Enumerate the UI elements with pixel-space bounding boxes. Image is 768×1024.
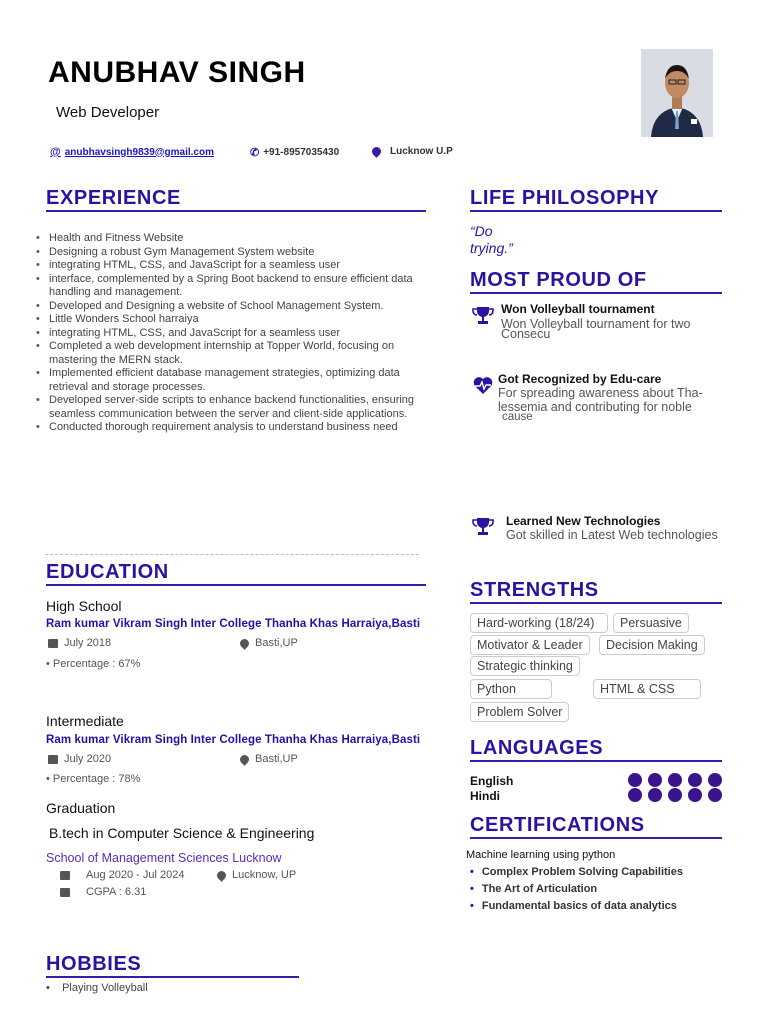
calendar-icon (60, 888, 70, 897)
proud-item-desc: For spreading awareness about Tha- lessemia and contributing for noble cause (498, 386, 703, 423)
phone-text: +91-8957035430 (263, 147, 340, 158)
location-text: Lucknow U.P (390, 146, 453, 157)
proud-item-title: Got Recognized by Edu-care (498, 372, 662, 386)
education-heading: EDUCATION (46, 560, 426, 586)
intermediate-date: July 2020 (48, 753, 111, 765)
strength-tag: Problem Solver (470, 702, 569, 722)
language-name: English (470, 774, 514, 788)
graduation-date: Aug 2020 - Jul 2024 (60, 869, 184, 881)
most-proud-heading: MOST PROUD OF (470, 268, 722, 294)
strength-tag: Python (470, 679, 552, 699)
trophy-icon (472, 516, 494, 538)
email-text[interactable]: anubhavsingh9839@gmail.com (64, 146, 214, 158)
intermediate-school-name: Ram kumar Vikram Singh Inter College Thanha Khas Harraiya,Basti (46, 734, 421, 746)
strength-tag: HTML & CSS (593, 679, 701, 699)
language-name: Hindi (470, 789, 500, 803)
proficiency-dot (628, 788, 642, 802)
section-divider (45, 554, 419, 555)
experience-item: • integrating HTML, CSS, and JavaScript for a seamless user (36, 259, 426, 273)
intermediate-place: Basti,UP (240, 753, 298, 765)
proficiency-dot (648, 773, 662, 787)
language-level (628, 788, 722, 802)
candidate-name: ANUBHAV SINGH (48, 56, 306, 89)
graduation-degree: B.tech in Computer Science & Engineering (49, 825, 315, 841)
proficiency-dot (688, 788, 702, 802)
strengths-heading: STRENGTHS (470, 578, 722, 604)
graduation-cgpa: CGPA : 6.31 (60, 886, 146, 898)
high-school-place: Basti,UP (240, 637, 298, 649)
calendar-icon (48, 639, 58, 648)
proficiency-dot (628, 773, 642, 787)
proficiency-dot (648, 788, 662, 802)
phone-contact (250, 146, 339, 159)
experience-item: • interface, complemented by a Spring Boot backend to ensure efficient data handling and management. (36, 273, 426, 300)
experience-item: • Developed and Designing a website of School Management System. (36, 300, 426, 314)
hobbies-heading: HOBBIES (46, 952, 299, 978)
proud-item-title: Learned New Technologies (506, 514, 661, 528)
experience-item: • Implemented efficient database management strategies, optimizing data retrieval and storage processes. (36, 367, 426, 394)
experience-item: • Little Wonders School harraiya (36, 313, 426, 327)
high-school-date: July 2018 (48, 637, 111, 649)
experience-item: • Completed a web development internship at Topper World, focusing on mastering the MERN stack. (36, 340, 426, 367)
proud-item-title: Won Volleyball tournament (501, 302, 655, 316)
phone-icon: ✆ (250, 147, 260, 159)
languages-heading: LANGUAGES (470, 736, 722, 762)
certification-item: • The Art of Articulation (470, 883, 598, 895)
proficiency-dot (688, 773, 702, 787)
philosophy-quote: “Do trying.” (470, 223, 513, 256)
high-school-title: High School (46, 598, 122, 614)
strength-tag: Motivator & Leader (470, 635, 590, 655)
certifications-heading: CERTIFICATIONS (470, 813, 722, 839)
heartbeat-icon (472, 374, 494, 396)
intermediate-title: Intermediate (46, 713, 124, 729)
graduation-school-name: School of Management Sciences Lucknow (46, 851, 282, 865)
trophy-icon (472, 305, 494, 327)
high-school-name: Ram kumar Vikram Singh Inter College Thanha Khas Harraiya,Basti (46, 618, 421, 630)
email-link[interactable] (50, 146, 214, 158)
strength-tag: Decision Making (599, 635, 705, 655)
life-philosophy-heading: LIFE PHILOSOPHY (470, 186, 722, 212)
proficiency-dot (708, 788, 722, 802)
location-pin-icon (238, 753, 251, 766)
hobby-item: • Playing Volleyball (46, 982, 148, 994)
proud-item-desc: Won Volleyball tournament for two Consecu (501, 317, 691, 341)
location-pin-icon (215, 869, 228, 882)
calendar-icon (48, 755, 58, 764)
certification-item: • Complex Problem Solving Capabilities (470, 866, 683, 878)
graduation-title: Graduation (46, 800, 116, 816)
proud-item-desc: Got skilled in Latest Web technologies (506, 528, 718, 542)
proficiency-dot (708, 773, 722, 787)
location-contact (372, 146, 453, 157)
strength-tag: Hard-working (18/24) (470, 613, 608, 633)
proficiency-dot (668, 773, 682, 787)
location-pin-icon (370, 145, 383, 158)
experience-item: • Conducted thorough requirement analysis to understand business need (36, 421, 426, 435)
graduation-place: Lucknow, UP (217, 869, 296, 881)
experience-item: • Designing a robust Gym Management System website (36, 246, 426, 260)
job-title: Web Developer (56, 104, 160, 121)
at-icon: @ (50, 146, 61, 158)
strength-tag: Persuasive (613, 613, 689, 633)
language-level (628, 773, 722, 787)
strength-tag: Strategic thinking (470, 656, 580, 676)
intermediate-percentage: • Percentage : 78% (46, 773, 141, 785)
calendar-icon (60, 871, 70, 880)
location-pin-icon (238, 637, 251, 650)
experience-item: • Developed server-side scripts to enhance backend functionalities, ensuring seamless communication between the server and client-side applications. (36, 394, 426, 421)
certification-head: Machine learning using python (466, 849, 616, 861)
profile-photo (641, 49, 713, 137)
experience-item: • integrating HTML, CSS, and JavaScript for a seamless user (36, 327, 426, 341)
proficiency-dot (668, 788, 682, 802)
certification-item: • Fundamental basics of data analytics (470, 900, 677, 912)
high-school-percentage: • Percentage : 67% (46, 658, 141, 670)
experience-list (36, 232, 426, 435)
experience-item: • Health and Fitness Website (36, 232, 426, 246)
experience-heading: EXPERIENCE (46, 186, 426, 212)
